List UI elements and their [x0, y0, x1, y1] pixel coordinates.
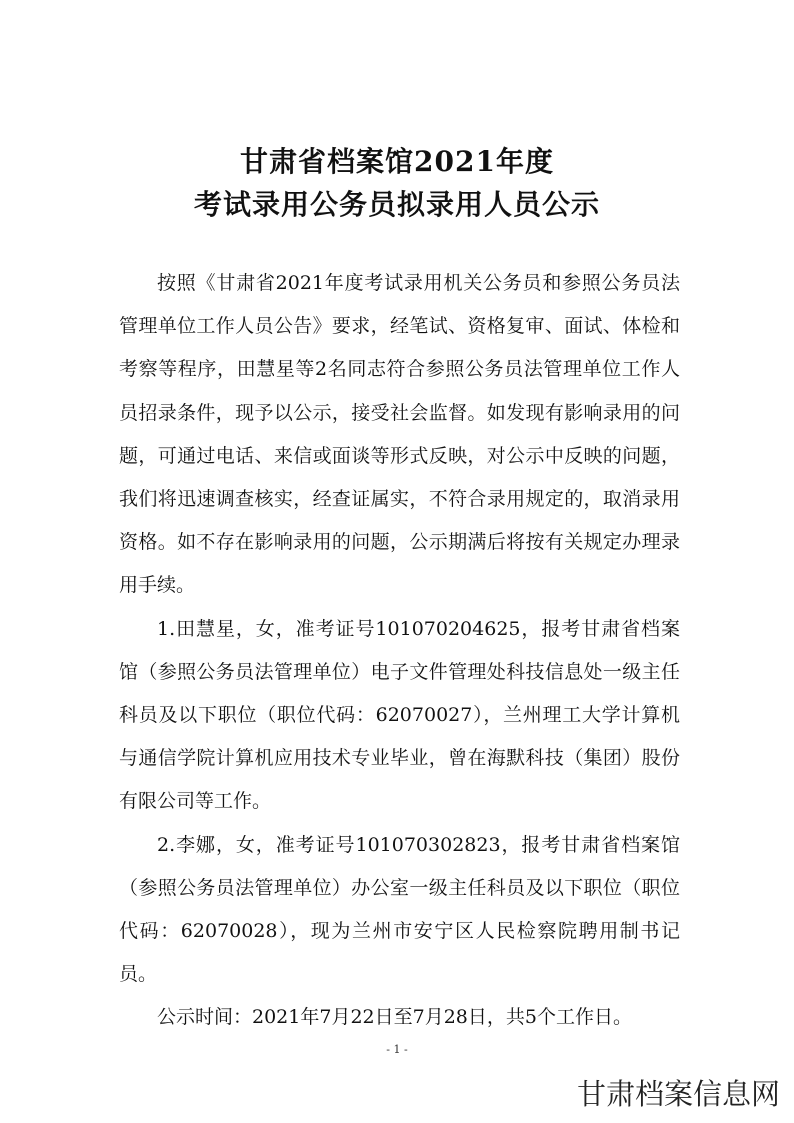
notice-period-paragraph: 公示时间：2021年7月22日至7月28日，共5个工作日。: [157, 1006, 632, 1029]
intro-paragraph: 按照《甘肃省2021年度考试录用机关公务员和参照公务员法管理单位工作人员公告》要求，经笔试、资格复审、面试、体检和考察等程序，田慧星等2名同志符合参照公务员法管理单位工作人员招录条件，现予以公示，接受社会监督。如发现有影响录用的问题，可通过电话、来信或面谈等形式反映，对公示中反映的问题，我们将迅速调查核实，经查证属实，不符合录用规定的，取消录用资格。如不存在影响录用的问题，公示期满后将按有关规定办理录用手续。: [119, 272, 680, 597]
document-body: [119, 262, 680, 1040]
site-watermark: 甘肃档案信息网: [576, 1077, 780, 1111]
page-number: - 1 -: [386, 1043, 408, 1056]
document-title-line-1: 甘肃省档案馆2021年度: [240, 145, 554, 178]
candidate-2-paragraph: 2.李娜，女，准考证号101070302823，报考甘肃省档案馆（参照公务员法管理单位）办公室一级主任科员及以下职位（职位代码：62070028），现为兰州市安宁区人民检察院聘用制书记员。: [119, 833, 680, 986]
candidate-1-paragraph: 1.田慧星，女，准考证号101070204625，报考甘肃省档案馆（参照公务员法管理单位）电子文件管理处科技信息处一级主任科员及以下职位（职位代码：62070027），兰州理工大学计算机与通信学院计算机应用技术专业毕业，曾在海默科技（集团）股份有限公司等工作。: [119, 617, 680, 813]
document-title-line-2: 考试录用公务员拟录用人员公示: [193, 188, 600, 221]
